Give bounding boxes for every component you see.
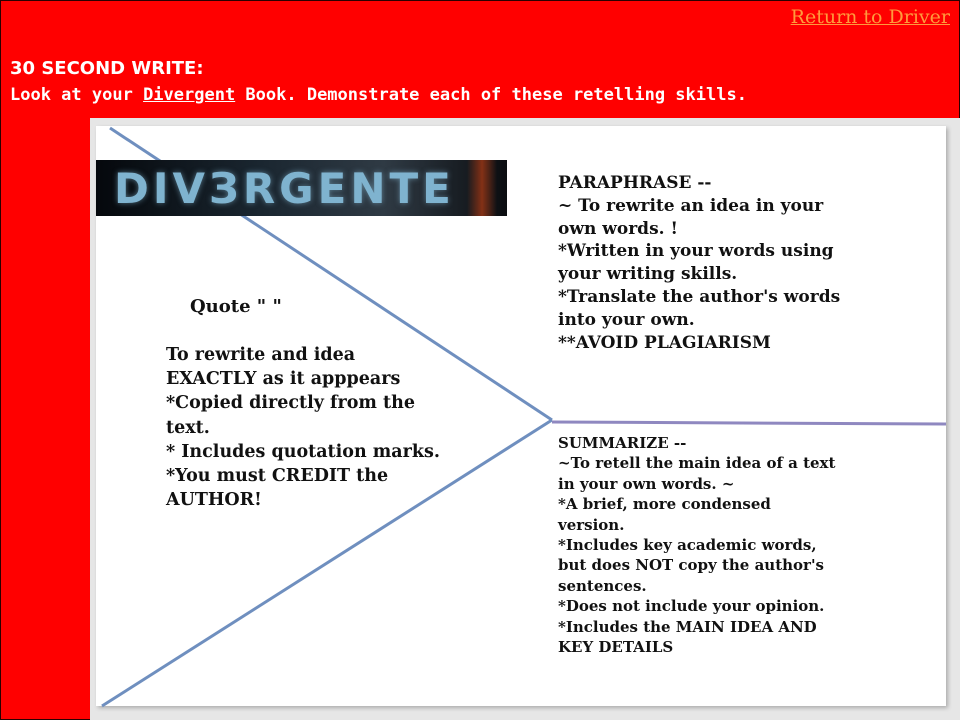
header-title: 30 SECOND WRITE:	[10, 58, 204, 79]
quote-line: * Includes quotation marks.	[166, 441, 440, 462]
summarize-line: *A brief, more condensed	[558, 495, 771, 514]
paraphrase-heading: PARAPHRASE --	[558, 173, 712, 193]
instruction-suffix: Book. Demonstrate each of these retelling skills.	[235, 85, 747, 105]
horizontal-divider-line	[552, 422, 946, 424]
quote-description	[166, 343, 440, 512]
paraphrase-line: *Written in your words using	[558, 241, 834, 262]
paraphrase-line: **AVOID PLAGIARISM	[558, 332, 771, 353]
paraphrase-description	[558, 172, 840, 354]
logo-text: DIVЗRGENTE	[114, 164, 455, 213]
paraphrase-line: ~ To rewrite an idea in your	[558, 195, 824, 216]
paraphrase-line: into your own.	[558, 309, 695, 330]
instruction-prefix: Look at your	[10, 85, 144, 105]
summarize-line: in your own words. ~	[558, 474, 735, 493]
summarize-line: KEY DETAILS	[558, 638, 674, 657]
book-title: Divergent	[143, 85, 236, 105]
paraphrase-line: own words. !	[558, 218, 678, 239]
summarize-line: *Does not include your opinion.	[558, 597, 825, 616]
summarize-line: but does NOT copy the author's	[558, 556, 824, 575]
summarize-line: *Includes key academic words,	[558, 536, 817, 555]
quote-line: text.	[166, 417, 210, 438]
summarize-line: ~To retell the main idea of a text	[558, 454, 836, 473]
quote-line: To rewrite and idea	[166, 345, 356, 365]
summarize-line: version.	[558, 515, 625, 534]
summarize-description	[558, 433, 835, 657]
summarize-line: *Includes the MAIN IDEA AND	[558, 617, 817, 636]
logo-flare	[467, 160, 497, 216]
quote-heading: Quote " "	[190, 296, 282, 317]
paraphrase-line: *Translate the author's words	[558, 286, 841, 307]
quote-line: *You must CREDIT the	[166, 466, 389, 487]
quote-line: AUTHOR!	[166, 490, 262, 511]
quote-line: *Copied directly from the	[166, 393, 415, 414]
quote-line: EXACTLY as it apppears	[166, 369, 401, 390]
summarize-line: sentences.	[558, 576, 647, 595]
divergente-logo	[96, 160, 507, 216]
return-to-driver-link[interactable]: Return to Driver	[790, 6, 950, 28]
paraphrase-line: your writing skills.	[558, 264, 738, 285]
summarize-heading: SUMMARIZE --	[558, 434, 687, 452]
